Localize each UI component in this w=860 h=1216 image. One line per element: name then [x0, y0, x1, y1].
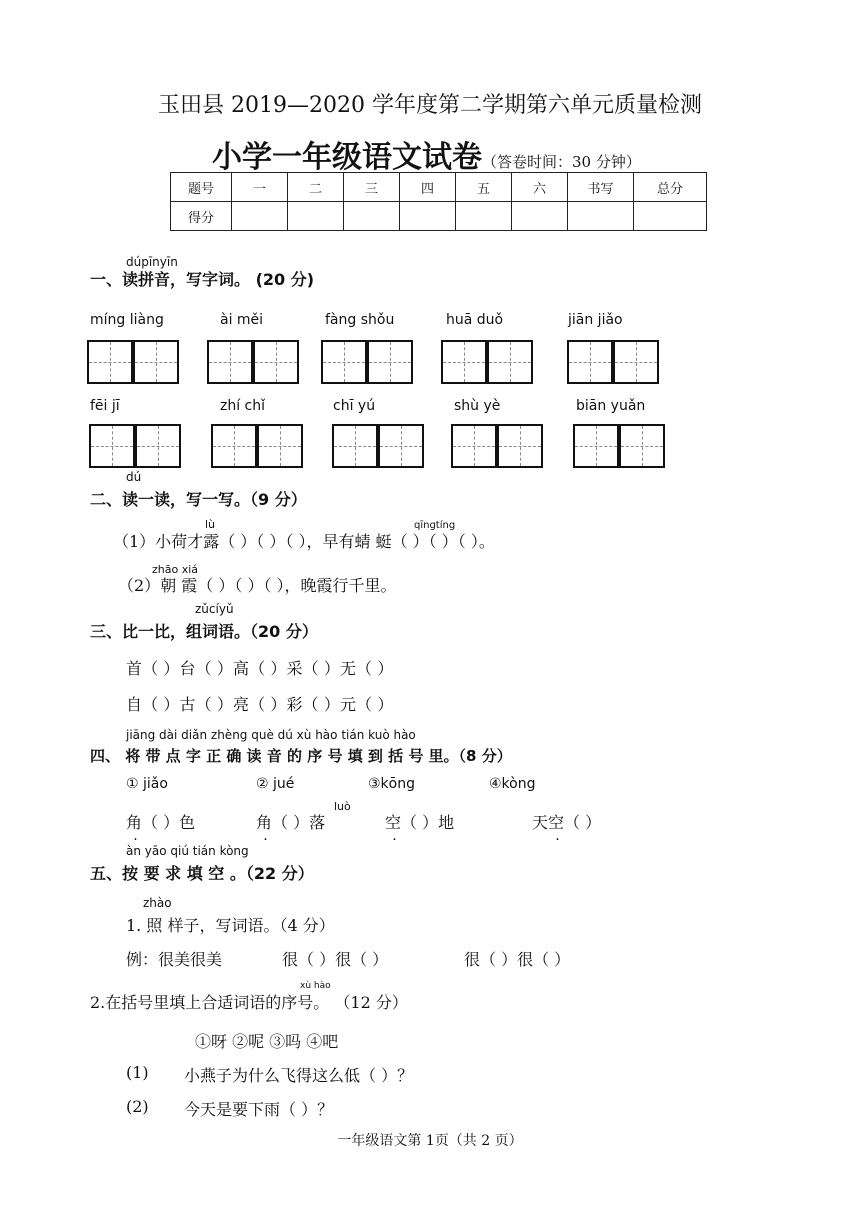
zhaoxia-pinyin: zhāo xiá: [152, 563, 199, 576]
question-4-1: [126, 810, 195, 833]
writing-box[interactable]: [378, 424, 424, 468]
writing-box[interactable]: [211, 424, 257, 468]
zhao-pinyin: zhào: [143, 896, 172, 910]
q-text: 序号: [281, 993, 314, 1012]
question-4-3: [385, 810, 454, 833]
score-cell: 书写: [568, 173, 634, 202]
q-text: （1）小荷才: [113, 532, 204, 551]
pinyin-prompt: ài měi: [220, 312, 264, 328]
q-text: （2）: [118, 576, 161, 595]
option: ④kòng: [489, 776, 536, 792]
writing-box[interactable]: [487, 340, 533, 384]
q-text: （ ）地: [401, 813, 455, 832]
score-blank[interactable]: [634, 202, 707, 231]
pinyin-prompt: fēi jī: [90, 398, 120, 414]
q-text: 露: [203, 532, 220, 551]
dotted-char: 角: [126, 813, 143, 832]
section2-heading: 二、读一读，写一写。（9 分）: [90, 490, 307, 509]
pinyin-prompt: jiān jiǎo: [568, 312, 623, 328]
section1-points: (20 分): [255, 270, 315, 289]
word-compare-row: 自（ ）古（ ）亮（ ）彩（ ）元（ ）: [126, 695, 394, 714]
q-text: 蜻 蜓: [354, 532, 392, 551]
q-text: （ ）: [272, 813, 310, 832]
option: ③kōng: [368, 776, 415, 792]
q-text: （ ）（ ）（ ），晚霞行千里。: [197, 576, 397, 595]
writing-box[interactable]: [567, 340, 613, 384]
score-table-score-row: [171, 202, 707, 231]
score-cell: 五: [456, 173, 512, 202]
writing-box[interactable]: [207, 340, 253, 384]
score-table: [170, 172, 707, 231]
score-table-header-row: [171, 173, 707, 202]
writing-box[interactable]: [367, 340, 413, 384]
q-text: 。 （12 分）: [313, 993, 408, 1012]
xuhao-pinyin: xù hào: [300, 981, 331, 991]
score-blank[interactable]: [344, 202, 400, 231]
q-text: 天: [532, 813, 549, 832]
page-footer: 一年级语文第 1页（共 2 页）: [337, 1133, 523, 1149]
pinyin-prompt: zhí chǐ: [220, 398, 266, 414]
fill-blank: 很（ ）很（ ）: [464, 950, 571, 969]
writing-box[interactable]: [135, 424, 181, 468]
section2-pinyin: dú: [126, 470, 142, 484]
section1-pinyin: dúpīnyīn: [126, 255, 178, 269]
pinyin-prompt: chī yú: [333, 398, 376, 414]
score-blank[interactable]: [568, 202, 634, 231]
question-number: (1): [126, 1063, 149, 1082]
question-2-2: [118, 573, 397, 596]
section1-title: 一、读拼音，写字词。: [90, 270, 251, 289]
writing-box[interactable]: [451, 424, 497, 468]
fill-blank: 很（ ）很（ ）: [282, 950, 389, 969]
writing-box[interactable]: [89, 424, 135, 468]
pinyin-prompt: biān yuǎn: [576, 398, 646, 414]
q-text: （ ）（ ）（ ），早有: [219, 532, 355, 551]
writing-box[interactable]: [321, 340, 367, 384]
word-compare-row: 首（ ）台（ ）高（ ）采（ ）无（ ）: [126, 659, 394, 678]
writing-box[interactable]: [257, 424, 303, 468]
pinyin-prompt: míng liàng: [90, 312, 164, 328]
question-4-2: [256, 810, 325, 833]
writing-box[interactable]: [133, 340, 179, 384]
score-blank[interactable]: [512, 202, 568, 231]
section5-heading: 五、按 要 求 填 空 。（22 分）: [90, 864, 314, 883]
question-4-4: [532, 810, 601, 833]
dotted-char: 角: [256, 813, 273, 832]
q-text: 2.在括号里填上合适词语的: [90, 993, 282, 1012]
score-cell: 三: [344, 173, 400, 202]
question-number: (2): [126, 1097, 149, 1116]
writing-box[interactable]: [619, 424, 665, 468]
score-cell: 一: [232, 173, 288, 202]
question-text: 今天是要下雨（ ）？: [184, 1100, 334, 1119]
score-blank[interactable]: [456, 202, 512, 231]
luo-pinyin: luò: [334, 800, 351, 813]
time-note: （答卷时间：30 分钟）: [482, 153, 641, 171]
writing-box[interactable]: [441, 340, 487, 384]
score-cell: 总分: [634, 173, 707, 202]
option: ② jué: [256, 776, 295, 792]
dotted-char: 空: [385, 813, 402, 832]
lu-pinyin: lù: [205, 518, 216, 531]
score-blank[interactable]: [232, 202, 288, 231]
writing-box[interactable]: [497, 424, 543, 468]
exam-title: [212, 132, 641, 176]
sub-question-1: 1. 照 样子，写词语。（4 分）: [126, 916, 335, 935]
exam-header-title: 玉田县 2019—2020 学年度第二学期第六单元质量检测: [158, 93, 702, 118]
q-text: （ ）: [564, 813, 602, 832]
qingting-pinyin: qīngtíng: [414, 520, 456, 531]
writing-box[interactable]: [87, 340, 133, 384]
question-text: 小燕子为什么飞得这么低（ ）？: [184, 1066, 414, 1085]
q-text: 朝 霞: [160, 576, 198, 595]
writing-box[interactable]: [332, 424, 378, 468]
q-text: 落: [309, 813, 326, 832]
pinyin-prompt: shù yè: [454, 398, 501, 414]
q-text: （ ）色: [142, 813, 196, 832]
paper-name: 小学一年级语文试卷: [212, 140, 482, 175]
section3-heading: 三、比一比，组词语。（20 分）: [90, 622, 318, 641]
score-cell: 二: [288, 173, 344, 202]
pinyin-prompt: fàng shǒu: [325, 312, 395, 328]
score-label: 得分: [171, 202, 232, 231]
score-blank[interactable]: [400, 202, 456, 231]
section4-heading: 四、 将 带 点 字 正 确 读 音 的 序 号 填 到 括 号 里。（8 分）: [90, 747, 512, 765]
pinyin-prompt: huā duǒ: [446, 312, 504, 328]
score-cell: 题号: [171, 173, 232, 202]
example-text: 例：很美很美: [126, 950, 223, 969]
writing-box[interactable]: [613, 340, 659, 384]
score-blank[interactable]: [288, 202, 344, 231]
writing-box[interactable]: [573, 424, 619, 468]
section4-pinyin: jiāng dài diǎn zhèng què dú xù hào tián kuò hào: [126, 728, 416, 742]
option: ① jiǎo: [126, 776, 168, 792]
score-cell: 六: [512, 173, 568, 202]
section3-pinyin: zǔcíyǔ: [195, 602, 234, 616]
section1-heading: [90, 267, 314, 290]
choice-list: ①呀 ②呢 ③吗 ④吧: [195, 1032, 339, 1051]
score-cell: 四: [400, 173, 456, 202]
sub-question-2: [90, 990, 408, 1013]
writing-box[interactable]: [253, 340, 299, 384]
q-text: （ ）（ ）（ ）。: [391, 532, 495, 551]
dotted-char: 空: [548, 813, 565, 832]
question-2-1: [113, 529, 495, 552]
section5-pinyin: àn yāo qiú tián kòng: [126, 844, 249, 858]
